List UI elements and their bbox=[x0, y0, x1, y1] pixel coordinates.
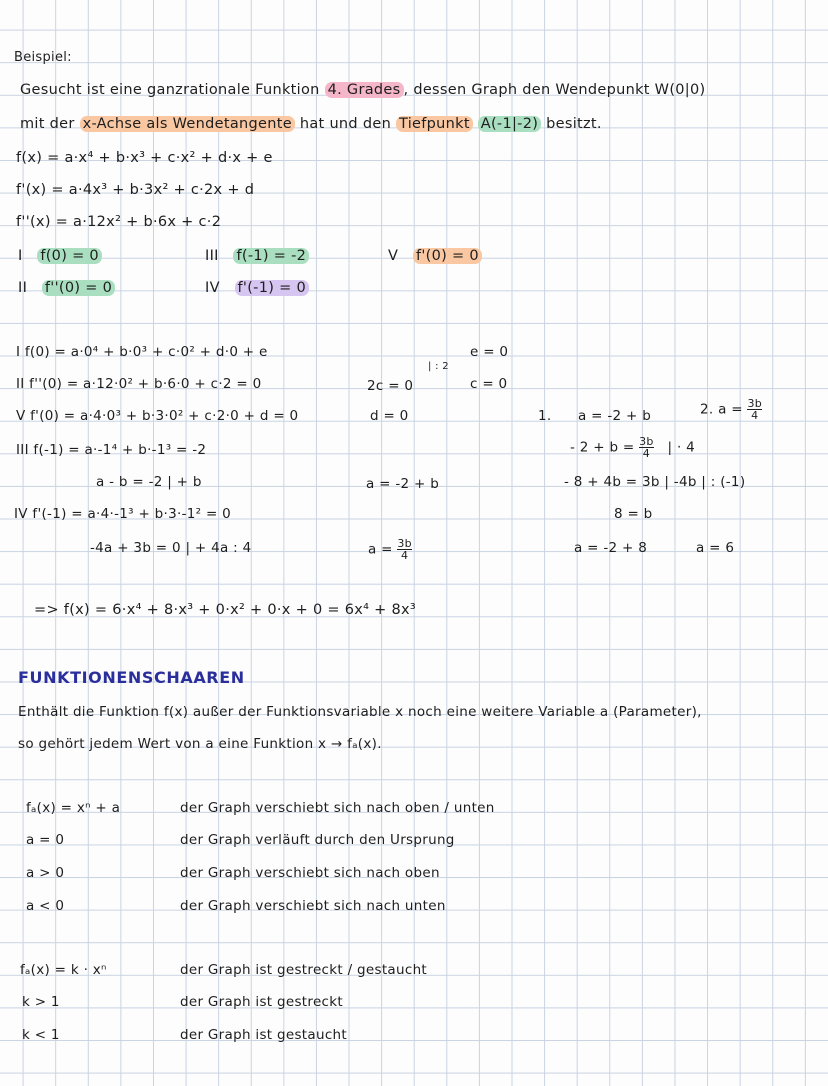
fraction-numerator: 3b bbox=[747, 397, 763, 410]
condition-I bbox=[18, 246, 102, 266]
group1-left-2: a > 0 bbox=[26, 865, 65, 881]
condition-text: f''(0) = 0 bbox=[42, 280, 115, 296]
solve-line-5: a = -2 + 8 bbox=[574, 540, 648, 556]
solve-step-2 bbox=[700, 398, 762, 421]
fraction bbox=[639, 436, 654, 459]
eq-2c: 2c = 0 bbox=[367, 378, 414, 394]
function-f: f(x) = a·x⁴ + b·x³ + c·x² + d·x + e bbox=[16, 150, 273, 166]
fraction-numerator: 3b bbox=[397, 537, 412, 550]
result-function: => f(x) = 6·x⁴ + 8·x³ + 0·x² + 0·x + 0 = 6x⁴ + 8x³ bbox=[34, 602, 417, 618]
highlight-minimum: Tiefpunkt bbox=[396, 116, 473, 132]
condition-text: f(0) = 0 bbox=[37, 248, 102, 264]
solve-step-1-num: 1. bbox=[538, 408, 552, 424]
condition-number: I bbox=[18, 248, 23, 264]
task-line-1 bbox=[20, 80, 705, 100]
highlight-point: A(-1|-2) bbox=[478, 116, 541, 132]
fraction bbox=[747, 398, 762, 421]
task-text: Gesucht ist eine ganzrationale Funktion bbox=[20, 82, 320, 98]
divide-note: | : 2 bbox=[428, 361, 449, 372]
eq-V: V f'(0) = a·4·0³ + b·3·0² + c·2·0 + d = 0 bbox=[16, 408, 299, 424]
group1-right-0: der Graph verschiebt sich nach oben / unten bbox=[180, 800, 495, 816]
solve-line-6: a = 6 bbox=[696, 540, 735, 556]
task-text: besitzt. bbox=[546, 116, 602, 132]
eq-III-step: a - b = -2 | + b bbox=[96, 474, 202, 490]
eq-a-label: a = bbox=[368, 541, 393, 558]
fraction-denominator: 4 bbox=[401, 549, 409, 562]
group2-right-0: der Graph ist gestreckt / gestaucht bbox=[180, 962, 428, 978]
condition-number: IV bbox=[205, 280, 220, 296]
condition-number: II bbox=[18, 280, 28, 296]
group1-left-1: a = 0 bbox=[26, 832, 65, 848]
group2-right-2: der Graph ist gestaucht bbox=[180, 1027, 347, 1043]
eq-I: I f(0) = a·0⁴ + b·0³ + c·0² + d·0 + e bbox=[16, 344, 268, 360]
eq-IV: IV f'(-1) = a·4·-1³ + b·3·-1² = 0 bbox=[14, 506, 232, 522]
fraction-denominator: 4 bbox=[642, 447, 651, 460]
solve-line-3: - 8 + 4b = 3b | -4b | : (-1) bbox=[564, 474, 746, 490]
solve-step-2-label: 2. a = bbox=[700, 401, 743, 418]
task-text: mit der bbox=[20, 116, 75, 132]
eq-a: a = -2 + b bbox=[366, 476, 440, 492]
condition-text: f(-1) = -2 bbox=[233, 248, 309, 264]
fraction-denominator: 4 bbox=[751, 409, 759, 422]
highlight-degree: 4. Grades bbox=[325, 82, 404, 98]
group2-left-1: k > 1 bbox=[22, 994, 60, 1010]
example-label: Beispiel: bbox=[14, 50, 72, 65]
fraction-numerator: 3b bbox=[639, 435, 654, 448]
eq-e: e = 0 bbox=[470, 344, 509, 360]
highlight-tangent: x-Achse als Wendetangente bbox=[80, 116, 295, 132]
task-text: , dessen Graph den Wendepunkt W(0|0) bbox=[403, 82, 706, 98]
eq-III: III f(-1) = a·-1⁴ + b·-1³ = -2 bbox=[16, 442, 207, 458]
function-f1: f'(x) = a·4x³ + b·3x² + c·2x + d bbox=[16, 182, 255, 198]
group2-right-1: der Graph ist gestreckt bbox=[180, 994, 343, 1010]
function-f2: f''(x) = a·12x² + b·6x + c·2 bbox=[16, 214, 222, 230]
task-text: hat und den bbox=[299, 116, 392, 132]
condition-number: III bbox=[205, 248, 219, 264]
condition-III bbox=[205, 246, 309, 266]
eq-II: II f''(0) = a·12·0² + b·6·0 + c·2 = 0 bbox=[16, 376, 262, 392]
solve-line-4: 8 = b bbox=[614, 506, 653, 522]
condition-text: f'(0) = 0 bbox=[413, 248, 482, 264]
intro-line-1: Enthält die Funktion f(x) außer der Funktionsvariable x noch eine weitere Variable a (Parameter), bbox=[18, 704, 702, 720]
condition-text: f'(-1) = 0 bbox=[235, 280, 309, 296]
group1-right-3: der Graph verschiebt sich nach unten bbox=[180, 898, 446, 914]
solve-text: | · 4 bbox=[667, 439, 696, 456]
section-title: FUNKTIONENSCHAAREN bbox=[18, 668, 245, 687]
group1-right-1: der Graph verläuft durch den Ursprung bbox=[180, 832, 455, 848]
intro-line-2: so gehört jedem Wert von a eine Funktion x → fₐ(x). bbox=[18, 736, 382, 752]
eq-c: c = 0 bbox=[470, 376, 508, 392]
condition-II bbox=[18, 278, 115, 298]
solve-line-2 bbox=[570, 436, 695, 459]
condition-V bbox=[388, 246, 482, 266]
eq-IV-step: -4a + 3b = 0 | + 4a : 4 bbox=[90, 540, 252, 556]
fraction bbox=[397, 538, 412, 561]
eq-a-frac bbox=[368, 538, 412, 561]
eq-d: d = 0 bbox=[370, 408, 409, 424]
solve-text: - 2 + b = bbox=[570, 439, 635, 456]
task-line-2 bbox=[20, 114, 602, 134]
condition-IV bbox=[205, 278, 309, 298]
group1-right-2: der Graph verschiebt sich nach oben bbox=[180, 865, 440, 881]
condition-number: V bbox=[388, 248, 399, 264]
solve-step-1: a = -2 + b bbox=[578, 408, 652, 424]
group2-left-0: fₐ(x) = k · xⁿ bbox=[20, 962, 107, 978]
group2-left-2: k < 1 bbox=[22, 1027, 60, 1043]
group1-left-0: fₐ(x) = xⁿ + a bbox=[26, 800, 121, 816]
group1-left-3: a < 0 bbox=[26, 898, 65, 914]
